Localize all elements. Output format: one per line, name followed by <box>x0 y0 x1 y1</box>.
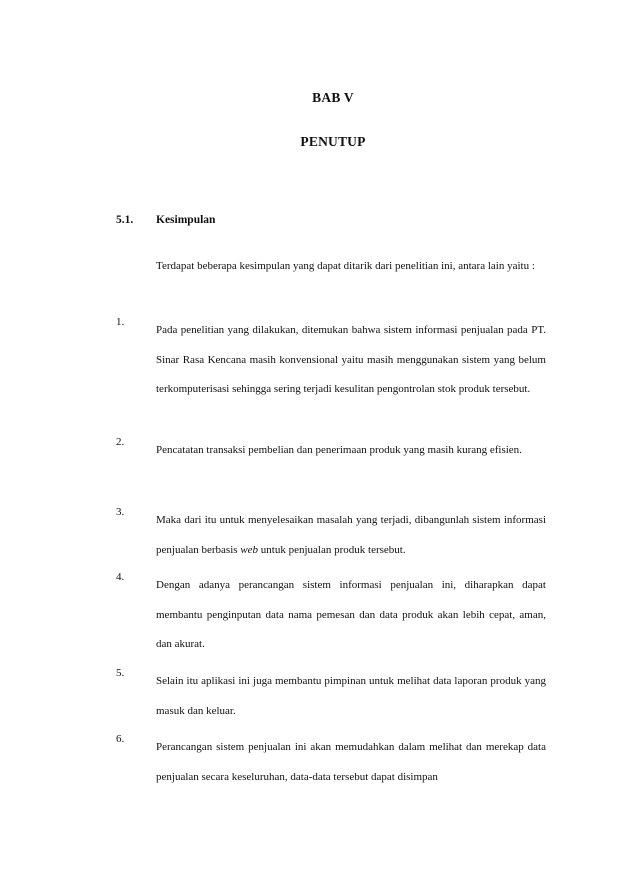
intro-paragraph: Terdapat beberapa kesimpulan yang dapat ditarik dari penelitian ini, antara lain yaitu : <box>156 260 535 272</box>
list-item-text-part: Maka dari itu untuk menyelesaikan masalah yang terjadi, dibangunlah sistem informasi penjualan berbasis <box>156 514 546 556</box>
list-item-number: 5. <box>116 667 125 679</box>
chapter-subtitle: PENUTUP <box>300 134 366 149</box>
list-item-number: 3. <box>116 506 125 518</box>
list-item-text: Pada penelitian yang dilakukan, ditemukan bahwa sistem informasi penjualan pada PT. Sinar Rasa Kencana masih konvensional yaitu masih menggunakan sistem yang belum terkomputerisasi sehingga sering terjadi kesulitan pengontrolan stok produk tersebut. <box>156 324 546 395</box>
list-item-text: Pencatatan transaksi pembelian dan penerimaan produk yang masih kurang efisien. <box>156 444 522 456</box>
list-item-number: 6. <box>116 733 125 745</box>
section-number: 5.1. <box>116 214 134 226</box>
list-item-text: Selain itu aplikasi ini juga membantu pimpinan untuk melihat data laporan produk yang masuk dan keluar. <box>156 675 546 717</box>
list-item-text: Perancangan sistem penjualan ini akan memudahkan dalam melihat dan merekap data penjualan secara keseluruhan, data-data tersebut dapat disimpan <box>156 741 546 783</box>
list-item-number: 4. <box>116 571 125 583</box>
chapter-title: BAB V <box>312 90 354 105</box>
list-item-text-part: untuk penjualan produk tersebut. <box>258 543 406 556</box>
list-item-emphasis: web <box>240 543 259 556</box>
section-title: Kesimpulan <box>156 214 216 226</box>
list-item <box>116 667 546 726</box>
list-item <box>116 316 546 405</box>
list-item-number: 1. <box>116 316 125 328</box>
list-item <box>116 436 546 466</box>
list-item-text: Dengan adanya perancangan sistem informasi penjualan ini, diharapkan dapat membantu penginputan data nama pemesan dan data produk akan lebih cepat, aman, dan akurat. <box>156 579 546 650</box>
list-item-text <box>156 506 546 565</box>
list-item <box>116 571 546 660</box>
list-item <box>116 733 546 792</box>
list-item-number: 2. <box>116 436 125 448</box>
list-item <box>116 506 546 565</box>
